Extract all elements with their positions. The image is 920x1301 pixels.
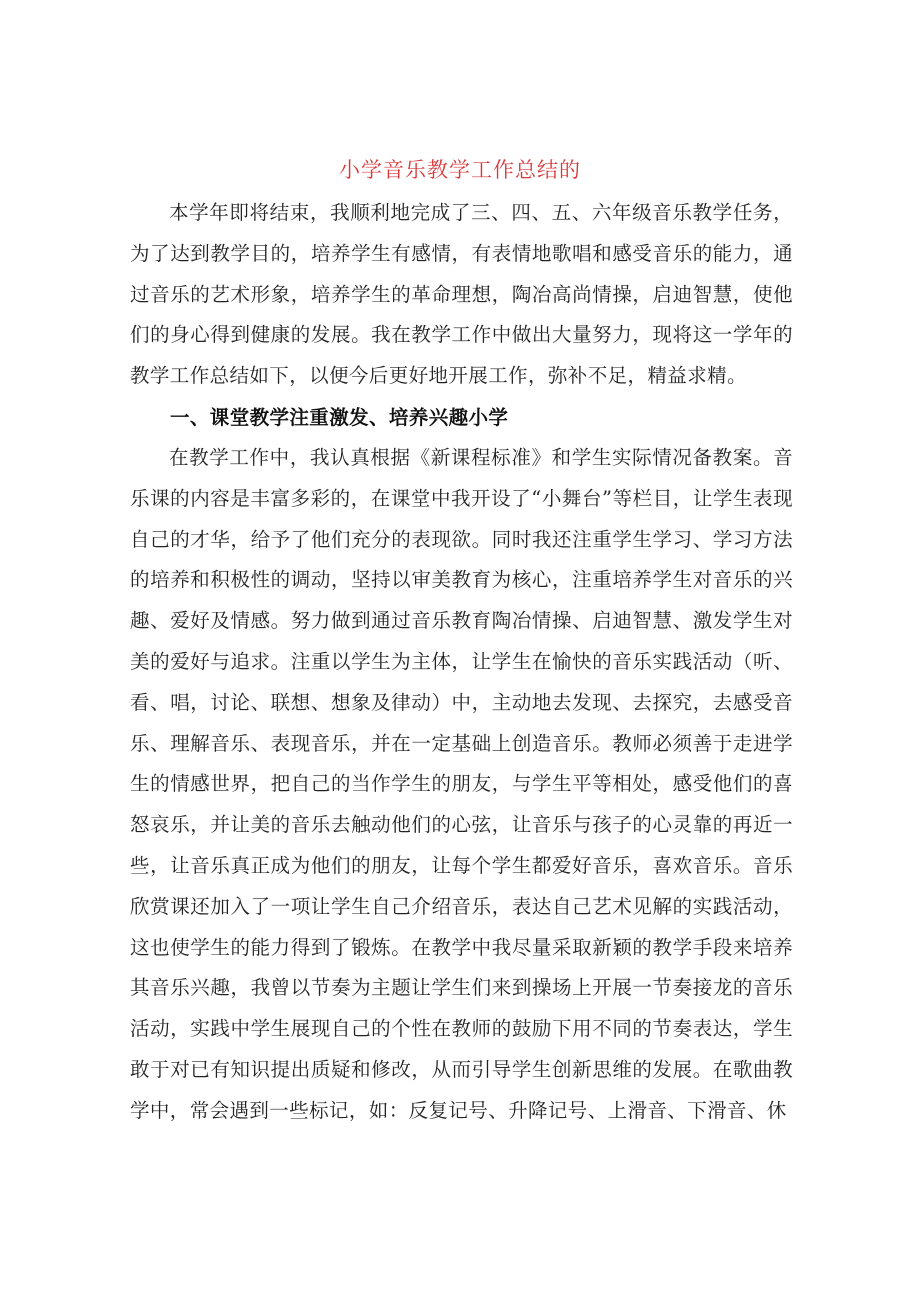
- section-paragraph: 在教学工作中，我认真根据《新课程标准》和学生实际情况备教案。音乐课的内容是丰富多彩的，在课堂中我开设了“小舞台”等栏目，让学生表现自己的才华，给予了他们充分的表现欲。同时我还注重学生学习、学习方法的培养和积极性的调动，坚持以审美教育为核心，注重培养学生对音乐的兴趣、爱好及情感。努力做到通过音乐教育陶冶情操、启迪智慧、激发学生对美的爱好与追求。注重以学生为主体，让学生在愉快的音乐实践活动（听、看、唱，讨论、联想、想象及律动）中，主动地去发现、去探究，去感受音乐、理解音乐、表现音乐，并在一定基础上创造音乐。教师必须善于走进学生的情感世界，把自己的当作学生的朋友，与学生平等相处，感受他们的喜怒哀乐，并让美的音乐去触动他们的心弦，让音乐与孩子的心灵靠的再近一些，让音乐真正成为他们的朋友，让每个学生都爱好音乐，喜欢音乐。音乐欣赏课还加入了一项让学生自己介绍音乐，表达自己艺术见解的实践活动，这也使学生的能力得到了锻炼。在教学中我尽量采取新颖的教学手段来培养其音乐兴趣，我曾以节奏为主题让学生们来到操场上开展一节奏接龙的音乐活动，实践中学生展现自己的个性在教师的鼓励下用不同的节奏表达，学生敢于对已有知识提出质疑和修改，从而引导学生创新思维的发展。在歌曲教学中，常会遇到一些标记，如：反复记号、升降记号、上滑音、下滑音、休: [130, 446, 793, 1122]
- document-title: 小学音乐教学工作总结的: [339, 158, 581, 182]
- intro-paragraph: 本学年即将结束，我顺利地完成了三、四、五、六年级音乐教学任务，为了达到教学目的，培养学生有感情，有表情地歌唱和感受音乐的能力，通过音乐的艺术形象，培养学生的革命理想，陶冶高尚情操，启迪智慧，使他们的身心得到健康的发展。我在教学工作中做出大量努力，现将这一学年的教学工作总结如下，以便今后更好地开展工作，弥补不足，精益求精。: [130, 201, 793, 388]
- section-heading: 一、课堂教学注重激发、培养兴趣小学: [170, 406, 509, 429]
